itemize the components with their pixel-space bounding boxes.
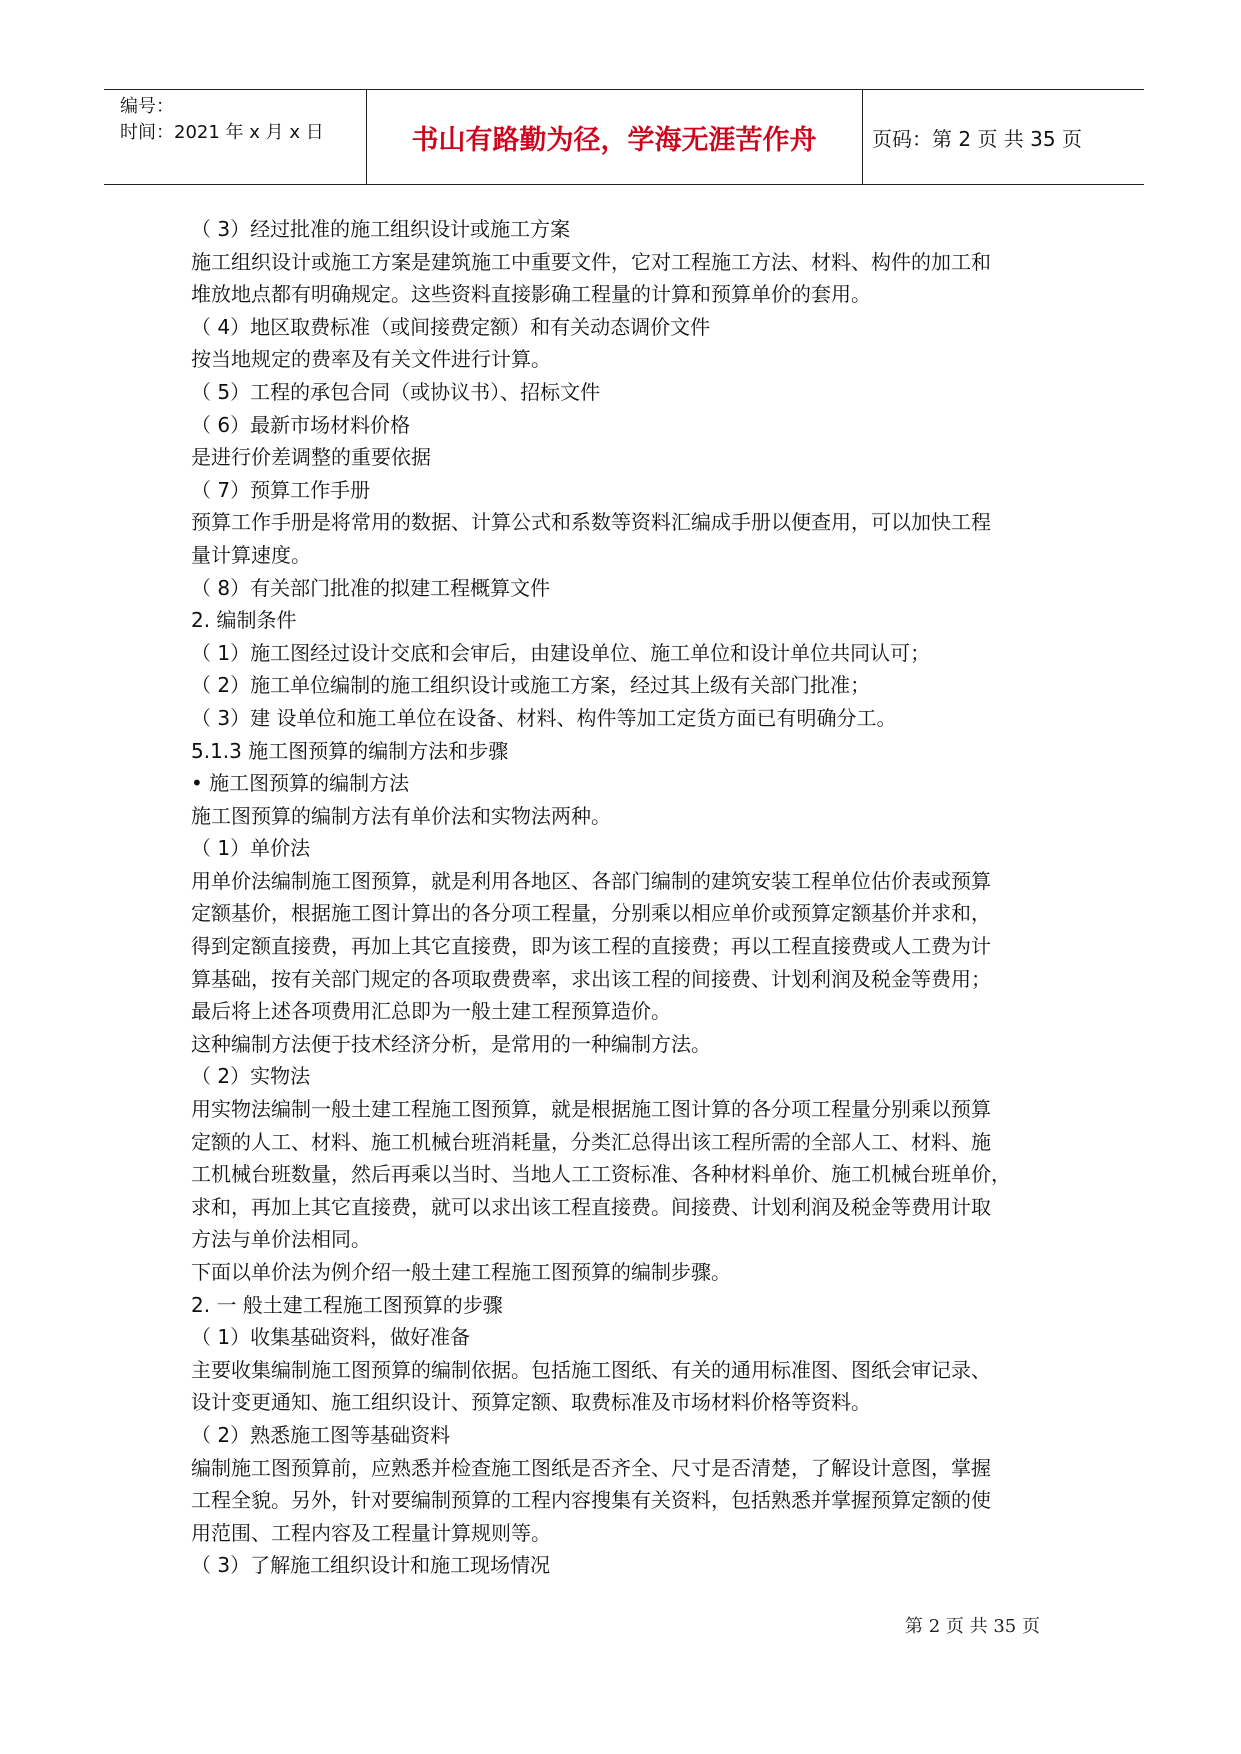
body-line: 预算工作手册是将常用的数据、计算公式和系数等资料汇编成手册以便查用，可以加快工程	[191, 510, 991, 535]
body-line: 按当地规定的费率及有关文件进行计算。	[191, 347, 551, 372]
header-left	[120, 94, 324, 146]
header-table	[104, 89, 1144, 185]
body-line: 算基础，按有关部门规定的各项取费费率，求出该工程的间接费、计划利润及税金等费用；	[191, 966, 991, 991]
time-label: 时间：2021 年 x 月 x 日	[120, 122, 324, 143]
header-motto: 书山有路勤为径，学海无涯苦作舟	[411, 124, 817, 156]
body-line: 2. 一 般土建工程施工图预算的步骤	[191, 1292, 503, 1317]
body-line: （ 2）施工单位编制的施工组织设计或施工方案，经过其上级有关部门批准；	[191, 673, 871, 698]
body-line: 堆放地点都有明确规定。这些资料直接影确工程量的计算和预算单价的套用。	[191, 282, 871, 307]
body-line: （ 1）收集基础资料，做好准备	[191, 1325, 471, 1350]
body-line: （ 2）实物法	[191, 1064, 311, 1089]
body-line: 工程全貌。另外，针对要编制预算的工程内容搜集有关资料，包括熟悉并掌握预算定额的使	[191, 1488, 991, 1513]
header-divider-left	[366, 90, 367, 184]
body-line: （ 3）经过批准的施工组织设计或施工方案	[191, 217, 571, 241]
body-line: 方法与单价法相同。	[191, 1227, 371, 1252]
body-line: 定额基价，根据施工图计算出的各分项工程量，分别乘以相应单价或预算定额基价并求和，	[191, 901, 991, 926]
body-line: 下面以单价法为例介绍一般土建工程施工图预算的编制步骤。	[191, 1260, 731, 1284]
body-line: 设计变更通知、施工组织设计、预算定额、取费标准及市场材料价格等资料。	[191, 1390, 871, 1415]
body-line: 用范围、工程内容及工程量计算规则等。	[191, 1520, 551, 1545]
body-line: （ 1）施工图经过设计交底和会审后，由建设单位、施工单位和设计单位共同认可；	[191, 640, 931, 665]
body-line: 2. 编制条件	[191, 608, 297, 633]
body-line: 主要收集编制施工图预算的编制依据。包括施工图纸、有关的通用标准图、图纸会审记录、	[191, 1357, 991, 1382]
number-label: 编号：	[120, 96, 174, 117]
body-line: 得到定额直接费，再加上其它直接费，即为该工程的直接费；再以工程直接费或人工费为计	[191, 934, 991, 959]
body-line: （ 4）地区取费标准（或间接费定额）和有关动态调价文件	[191, 314, 711, 339]
body-line: （ 2）熟悉施工图等基础资料	[191, 1422, 451, 1447]
body-line: 编制施工图预算前，应熟悉并检查施工图纸是否齐全、尺寸是否清楚，了解设计意图，掌握	[191, 1455, 991, 1480]
page-footer: 第 2 页 共 35 页	[905, 1616, 1040, 1637]
body-line: （ 1）单价法	[191, 836, 311, 861]
body-line: 定额的人工、材料、施工机械台班消耗量，分类汇总得出该工程所需的全部人工、材料、施	[191, 1129, 991, 1154]
body-line: 最后将上述各项费用汇总即为一般土建工程预算造价。	[191, 999, 671, 1024]
body-line: 用单价法编制施工图预算，就是利用各地区、各部门编制的建筑安装工程单位估价表或预算	[191, 868, 991, 893]
body-line: 量计算速度。	[191, 542, 311, 567]
body-line: 这种编制方法便于技术经济分析，是常用的一种编制方法。	[191, 1031, 711, 1056]
body-line: 施工组织设计或施工方案是建筑施工中重要文件，它对工程施工方法、材料、构件的加工和	[191, 249, 991, 274]
document-body	[191, 213, 1081, 1582]
body-line: 5.1.3 施工图预算的编制方法和步骤	[191, 738, 509, 763]
body-line: • 施工图预算的编制方法	[191, 771, 410, 796]
body-line: （ 7）预算工作手册	[191, 477, 371, 502]
body-line: （ 3）建 设单位和施工单位在设备、材料、构件等加工定货方面已有明确分工。	[191, 705, 897, 730]
body-line: （ 3）了解施工组织设计和施工现场情况	[191, 1553, 551, 1578]
header-divider-right	[862, 90, 863, 184]
body-line: （ 6）最新市场材料价格	[191, 412, 411, 437]
body-line: 施工图预算的编制方法有单价法和实物法两种。	[191, 803, 611, 828]
body-line: （ 5）工程的承包合同（或协议书）、招标文件	[191, 379, 601, 404]
body-line: 工机械台班数量，然后再乘以当时、当地人工工资标准、各种材料单价、施工机械台班单价，	[191, 1162, 1011, 1187]
body-line: 求和，再加上其它直接费，就可以求出该工程直接费。间接费、计划利润及税金等费用计取	[191, 1194, 991, 1219]
body-line: 是进行价差调整的重要依据	[191, 445, 431, 470]
body-line: 用实物法编制一般土建工程施工图预算，就是根据施工图计算的各分项工程量分别乘以预算	[191, 1097, 991, 1122]
header-page-info: 页码：第 2 页 共 35 页	[872, 127, 1082, 151]
body-line: （ 8）有关部门批准的拟建工程概算文件	[191, 575, 551, 600]
